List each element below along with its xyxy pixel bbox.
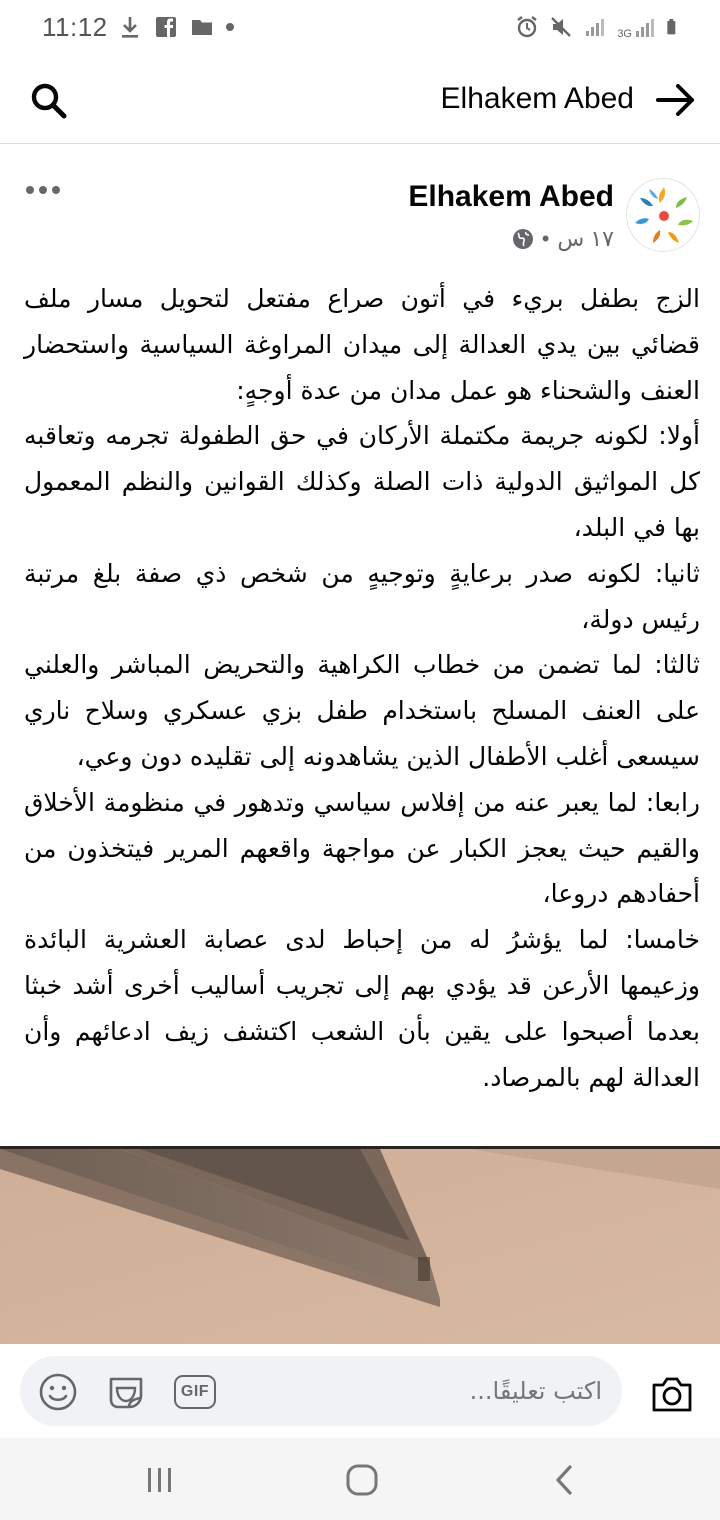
more-dot: [26, 186, 34, 194]
more-dot: [52, 186, 60, 194]
post-paragraph: رابعا: لما يعبر عنه من إفلاس سياسي وتدهور في منظومة الأخلاق والقيم حيث يعجز الكبار عن مواجهة واقعهم المرير فيتخذون من أحفادهم دروعا،: [24, 787, 700, 909]
signal-bars-icon: [634, 14, 656, 40]
more-horizontal-icon[interactable]: [26, 178, 66, 202]
emoji-icon[interactable]: [38, 1372, 78, 1412]
comment-box[interactable]: [20, 1356, 622, 1426]
post-paragraph: خامسا: لما يؤشرُ له من إحباط لدى عصابة العشرية البائدة وزعيمها الأرعن قد يؤدي بهم إلى تجريب أساليب أخرى أشد خبثا بعدما أصبحوا على يقين بأن الشعب اكتشف زيف ادعائهم وأن العدالة لهم بالمرصاد.: [24, 925, 700, 1092]
comment-bar: [0, 1344, 720, 1438]
status-time: 11:12: [42, 12, 108, 42]
dot-icon: [226, 23, 234, 31]
post-paragraph: ثانيا: لكونه صدر برعايةٍ وتوجيهٍ من شخص ذي صفة بلغ مرتبة رئيس دولة،: [24, 558, 700, 634]
post-paragraph: الزج بطفل بريء في أتون صراع مفتعل لتحويل مسار ملف قضائي بين يدي العدالة إلى ميدان المراوغة السياسية واستحضار العنف والشحناء هو عمل مدان من عدة أوجهٍ:: [24, 284, 700, 405]
page-title: Elhakem Abed: [440, 82, 634, 115]
sticker-icon[interactable]: [106, 1372, 146, 1412]
system-nav-bar: [0, 1438, 720, 1520]
camera-icon[interactable]: [650, 1374, 694, 1414]
post-paragraph: ثالثا: لما تضمن من خطاب الكراهية والتحريض المباشر والعلني على العنف المسلح باستخدام طفل بزي عسكري وسلاح ناري سيسعى أغلب الأطفال الذين يشاهدونه إلى تقليده دون وعي،: [24, 650, 700, 771]
arrow-right-icon[interactable]: [654, 80, 698, 120]
status-left-icons: [118, 14, 234, 40]
mute-icon: [549, 14, 573, 40]
search-icon[interactable]: [28, 80, 70, 122]
back-icon[interactable]: [544, 1464, 584, 1496]
meta-separator: •: [541, 226, 550, 251]
post-header: [0, 160, 720, 260]
download-icon: [118, 14, 142, 40]
home-icon[interactable]: [342, 1464, 382, 1496]
photo-graphic: [0, 1149, 720, 1344]
app-bar: [0, 56, 720, 144]
divider: [0, 144, 720, 152]
alarm-icon: [515, 14, 539, 40]
comment-input[interactable]: [302, 1356, 602, 1426]
avatar[interactable]: [626, 178, 700, 252]
status-bar: [0, 0, 720, 56]
network-label: 3G: [617, 28, 632, 40]
signal-icon: [583, 14, 607, 40]
battery-icon: [666, 14, 682, 40]
avatar-logo: [627, 179, 700, 252]
post-paragraph: أولا: لكونه جريمة مكتملة الأركان في حق الطفولة تجرمه وتعاقبه كل المواثيق الدولية ذات الصلة وكذلك القوانين والنظم المعمول بها في البلد،: [24, 421, 700, 542]
author-name[interactable]: Elhakem Abed: [408, 180, 614, 213]
more-dot: [39, 186, 47, 194]
post-meta: [512, 226, 614, 252]
signal-3g-icon: [617, 14, 656, 40]
gif-label: GIF: [180, 1383, 210, 1400]
facebook-icon: [154, 14, 178, 40]
post-photo[interactable]: [0, 1146, 720, 1344]
folder-icon: [190, 14, 214, 40]
status-right-icons: [515, 14, 682, 40]
globe-icon: [512, 228, 534, 250]
post-text: [24, 276, 700, 1100]
gif-button[interactable]: [174, 1375, 216, 1409]
post-time[interactable]: ١٧ س: [557, 226, 614, 251]
recent-apps-icon[interactable]: [140, 1464, 180, 1496]
